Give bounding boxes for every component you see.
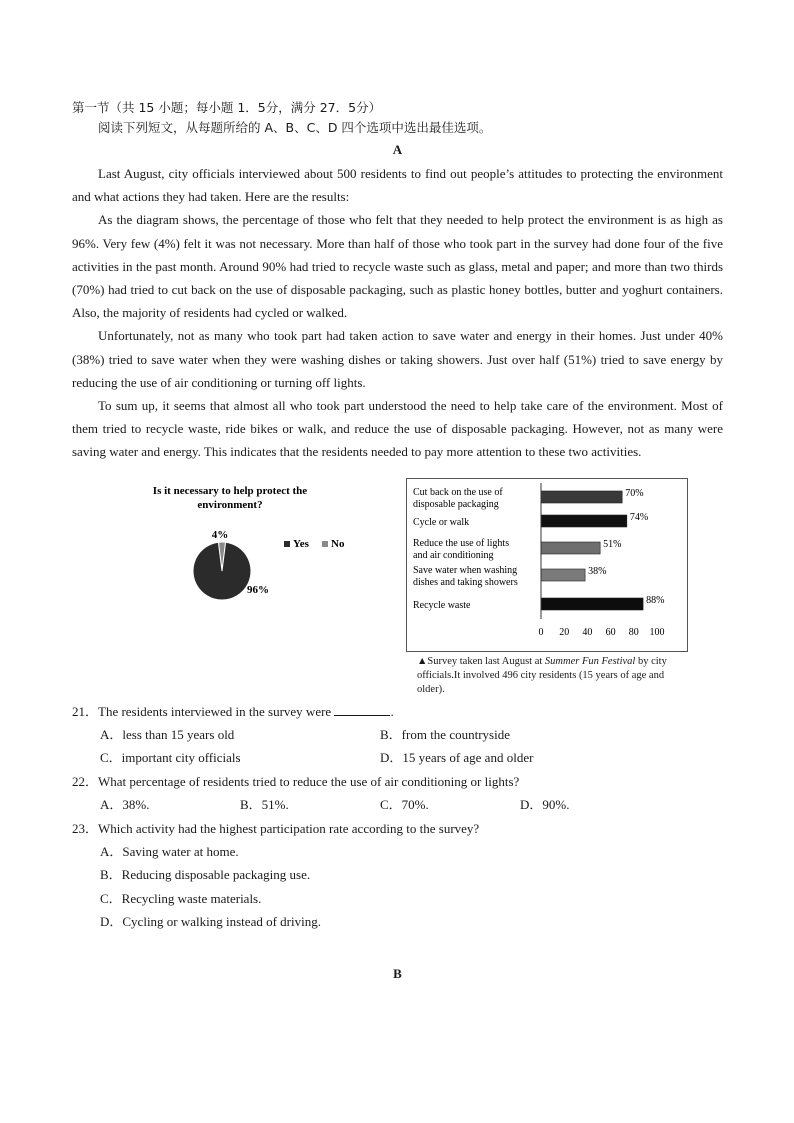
bar-mark [541, 542, 600, 554]
bar-category-label: Cut back on the use of [413, 486, 503, 498]
question-22 [72, 770, 723, 817]
bar-chart [406, 478, 688, 652]
pie-title-line-1: Is it necessary to help protect the [152, 484, 308, 497]
q21-stem-end: . [390, 703, 394, 719]
paragraph-1: Last August, city officials interviewed about 500 residents to find out people’s attitudes to protecting the environment and what actions they had taken. Here are the results: [72, 166, 723, 205]
pie-title-line-2: environment? [197, 498, 263, 511]
bar-tick-label: 40 [582, 626, 593, 638]
q23-option-b[interactable]: B．Reducing disposable packaging use. [100, 867, 311, 883]
bar-value-label: 70% [625, 487, 644, 499]
q21-option-c[interactable]: C．important city officials [100, 750, 241, 766]
q21-option-b[interactable]: B．from the countryside [380, 727, 510, 743]
bar-category-label: disposable packaging [413, 498, 499, 510]
instruction: 阅读下列短文，从每题所给的 A、B、C、D 四个选项中选出最佳选项。 [98, 120, 492, 135]
bar-tick-label: 60 [605, 626, 616, 638]
caption-festival: Summer Fun Festival [544, 655, 636, 667]
question-21 [72, 700, 723, 770]
q23-option-c[interactable]: C．Recycling waste materials. [100, 890, 262, 906]
pie-chart [152, 476, 367, 626]
q21-option-d[interactable]: D．15 years of age and older [380, 750, 534, 766]
legend-label-yes: Yes [293, 537, 309, 550]
paragraph-4: To sum up, it seems that almost all who took part understood the need to help take care of the environment. Most of them tried to recycle waste, ride bikes or walk, and reduce the use of disposable packaging. However, not as many were saving water and energy. This indicates that the residents needed to pay more attention to these two activities. [72, 398, 723, 460]
pie-label-yes: 96% [247, 583, 269, 596]
bar-tick-label: 100 [649, 626, 665, 638]
bar-mark [541, 598, 643, 610]
legend-swatch-no [322, 541, 328, 547]
exam-page [72, 98, 723, 984]
q23-option-d[interactable]: D．Cycling or walking instead of driving. [100, 914, 321, 930]
paragraph-2: As the diagram shows, the percentage of those who felt that they needed to help protect the environment is as high as 96%. Very few (4%) felt it was not necessary. More than half of those who took part in the survey had done four of the five activities in the past month. Around 90% had tried to recycle waste such as glass, metal and paper; and more than two thirds (70%) had tried to cut back on the use of disposable packaging, such as plastic honey bottles, butter and yoghurt containers. Also, the majority of residents had cycled or walked. [72, 212, 723, 321]
bar-tick-label: 80 [628, 626, 639, 638]
caption-prefix: ▲Survey taken last August at [417, 655, 545, 667]
section-title: 第一节（共 15 小题；每小题 1．5分，满分 27．5分） [72, 100, 382, 115]
charts-area [72, 468, 723, 700]
chart-caption [417, 655, 687, 697]
bar-chart-svg [407, 479, 687, 651]
q22-option-b[interactable]: B．51%. [240, 797, 289, 813]
legend-swatch-yes [284, 541, 290, 547]
passage-label: A [392, 142, 403, 157]
bar-value-label: 74% [629, 511, 649, 523]
question-23 [72, 817, 723, 934]
q23-option-a[interactable]: A．Saving water at home. [100, 844, 239, 860]
next-passage-label: B [393, 965, 402, 981]
bar-mark [541, 515, 627, 527]
q21-blank[interactable] [334, 703, 390, 716]
q21-option-a[interactable]: A．less than 15 years old [100, 727, 235, 743]
bar-category-label: Save water when washing [413, 564, 518, 576]
legend-label-no: No [331, 537, 345, 550]
bar-value-label: 51% [603, 538, 622, 550]
bar-value-label: 88% [646, 594, 665, 606]
bar-category-label: and air conditioning [413, 549, 494, 561]
bar-category-label: Reduce the use of lights [413, 537, 510, 549]
bar-mark [541, 569, 585, 581]
q22-option-c[interactable]: C．70%. [380, 797, 429, 813]
paragraph-3: Unfortunately, not as many who took part had taken action to save water and energy in their homes. Just under 40% (38%) tried to save water when they were washing dishes or taking showers. Just over half (51%) tried to save energy by reducing the use of air conditioning or turning off lights. [72, 328, 723, 390]
bar-category-label: Cycle or walk [413, 516, 470, 528]
bar-category-label: Recycle waste [413, 599, 471, 611]
q22-option-a[interactable]: A．38%. [100, 797, 150, 813]
bar-category-label: dishes and taking showers [413, 576, 518, 588]
pie-chart-svg [152, 476, 367, 626]
bar-tick-label: 20 [559, 626, 570, 638]
bar-tick-label: 0 [538, 626, 544, 638]
q23-stem: 23．Which activity had the highest participation rate according to the survey? [72, 820, 480, 836]
q22-stem: 22．What percentage of residents tried to reduce the use of air conditioning or lights? [72, 773, 520, 789]
bar-value-label: 38% [588, 565, 607, 577]
pie-label-no: 4% [211, 528, 229, 541]
q21-stem: 21．The residents interviewed in the survey were [72, 703, 332, 719]
q22-option-d[interactable]: D．90%. [520, 797, 570, 813]
bar-mark [541, 491, 622, 503]
caption-suffix: by city officials.It involved 496 city residents (15 years of age and older). [417, 655, 667, 695]
